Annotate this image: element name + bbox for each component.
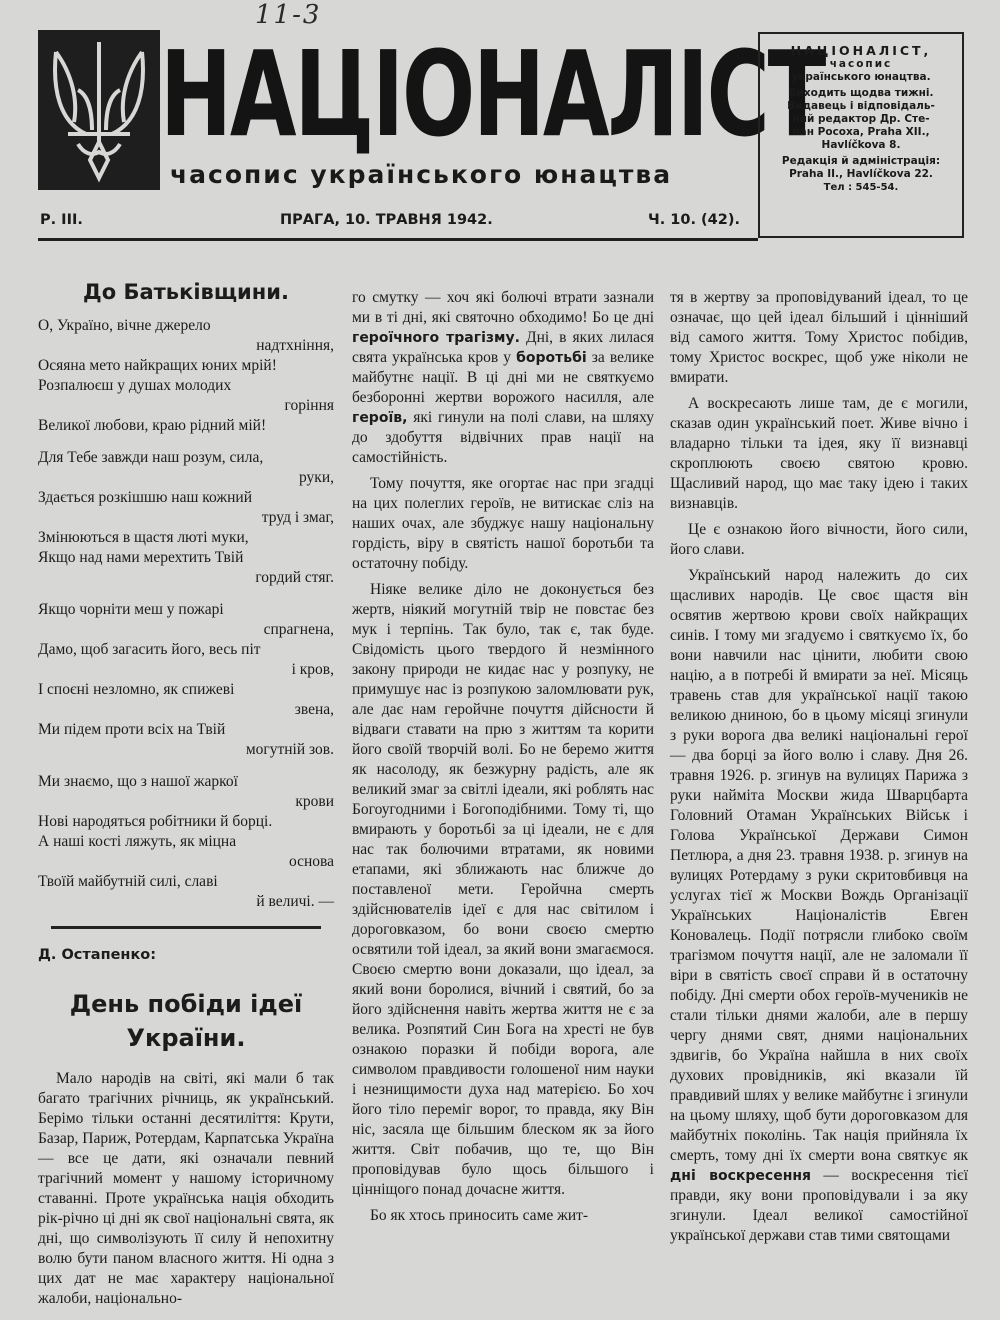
infobox-publisher-line: Видавець і відповідаль- <box>787 100 935 112</box>
section-divider <box>51 926 321 929</box>
poem-line: звена, <box>294 701 334 718</box>
article-paragraph: Мало народів на світі, які мали б так багато трагічних річниць, як український. Берімо тільки останні десятиліття: Крути, Базар, Париж, Ротердам, Карпатська Україна — все це дати, які означали певний трагічний момент у нашому історичному ставанні. Проте українська нація обходить рік-річно ці дні як свої національні свята, як дні, що символізують її силу й непохитну волю бути паном власного життя. Ні одна з цих дат не має характеру національної жалоби, національно- <box>38 1070 334 1307</box>
poem-line: й величі. — <box>256 893 334 910</box>
article-title-line: День побіди ідеї <box>69 990 303 1018</box>
article-paragraph: Тому почуття, яке огортає нас при згадці на цих полеглих героїв, не витискає сліз на наших очах, але збуджує нашу національну гордість, віру в святість нашої боротьби та остаточну побіду. <box>352 475 654 572</box>
poem-line: Ми знаємо, що з нашої жаркої <box>38 773 238 790</box>
poem-line: горіння <box>284 397 334 414</box>
emphasis-text: героїв, <box>352 410 408 426</box>
poem-stanza <box>38 772 334 912</box>
infobox-subtitle2: українського юнацтва. <box>791 71 931 83</box>
poem-line: Розпалюєш у душах молодих <box>38 377 232 394</box>
article-title-line: України. <box>126 1024 246 1052</box>
infobox-phone: Тел : 545-54. <box>823 182 899 193</box>
text-run: го смутку — хоч які болючі втрати зазнали ми в ті дні, які святочно обходимо! Бо це дні <box>352 289 654 326</box>
poem-title: До Батьківщини. <box>83 280 289 304</box>
masthead-rule <box>38 238 758 241</box>
poem-line: основа <box>288 853 334 870</box>
article-paragraph <box>670 566 968 1246</box>
infobox-subtitle: часопис <box>829 58 893 70</box>
masthead-subtitle: часопис українського юнацтва <box>170 160 673 189</box>
poem-line: і кров, <box>291 661 334 678</box>
dateline <box>40 212 740 234</box>
poem-line: гордий стяг. <box>255 569 334 586</box>
poem-line: Якщо над нами мерехтить Твій <box>38 549 244 566</box>
article-paragraph: Це є ознакою його вічности, його сили, його слави. <box>670 521 968 558</box>
poem-line: Нові народяться робітники й борці. <box>38 813 273 830</box>
trident-emblem-icon <box>38 30 160 190</box>
poem-line: надтхніння, <box>256 337 334 354</box>
emphasis-text: боротьбі <box>516 350 587 366</box>
infobox-title: НАЦІОНАЛІСТ, <box>790 43 932 58</box>
article-paragraph: тя в жертву за проповідуваний ідеал, то це означає, що цей ідеал більший і цінніший від самого життя. Тому Христос побідив, тому Христос воскрес, щоб уже ніколи не вмирати. <box>670 289 968 386</box>
poem-line: Ми підем проти всіх на Твій <box>38 721 226 738</box>
emphasis-text: дні воскресення <box>670 1168 812 1184</box>
infobox-editor-line: ний редактор Др. Сте- <box>792 113 930 125</box>
text-run: які гинули на полі слави, на шляху до здобуття відвічних прав нації на самостійність. <box>352 409 654 466</box>
poem-stanza <box>38 448 334 588</box>
issue-number: Ч. 10. (42). <box>648 212 740 228</box>
text-run: Дні, в яких лилася свята українська кров у <box>352 329 654 366</box>
poem-line: Великої любови, краю рідний мій! <box>38 417 267 434</box>
poem-line: спрагнена, <box>263 621 334 638</box>
poem-line: І споєні незломно, як спижеві <box>38 681 235 698</box>
article-paragraph: Ніяке велике діло не доконується без жертв, ніякий могутній твір не повстає без мук і терпінь. Так було, так є, так буде. Свідомість цього твердого й незмінного закону природи не кидає нас у розпуку, не примушує нас із розпукою заломлювати рук, але дає нам геройчне почуття дійсности й відваги ставати на прю з життям та корити його своїй творчій волі. Бо не беремо життя як насолоду, як безжурну радість, але як великий змаг за світлі ідеали, які роблять нас Богоугодними і Богоподібними. Тому ті, що вмирають у боротьбі за ці ідеали, не є для нас так болючими втратами, як новими етапами, які зближають нас ближче до поставленої мети. Геройчна смерть здійснювателів ідеї є для нас світилом і дороговказом, бо вони своєю смертю освятили той ідеал, за який вони змагаємося. Своєю смертю вони доказали, що ідеал, за який вони боролися, вічний і святий, бо за його здійснення навіть жертва життя не є за велика. Розпятий Син Бога на хресті не був ознакою поразки й побіди ворога, але символом правдивости голошеної ним науки і незнищимости духа над матерією. Бо хоч його тіло переміг ворог, то правда, яку Він ніс, засяла ще більшим блеском як за його життя. Світ побачив, що те, що Він проповідував було щось більшого і цінніщого понад дочасне життя. <box>352 581 654 1198</box>
poem-stanza <box>38 316 334 436</box>
poem-line: Здається розкішшю наш кожний <box>38 489 252 506</box>
text-run: за велике майбутнє нації. В ці дні ми не святкуємо безборонні жертви ворожого насилля, але <box>352 349 655 406</box>
infobox-office-label: Редакція й адміністрація: <box>781 155 941 167</box>
column-1 <box>38 282 334 1309</box>
poem-line: Твоїй майбутній силі, славі <box>38 873 218 890</box>
poem-stanza <box>38 600 334 760</box>
article-author: Д. Остапенко: <box>38 947 157 963</box>
emphasis-text: героїчного трагізму. <box>352 330 520 346</box>
year-volume: Р. III. <box>40 212 83 228</box>
poem-line: Осяяна мето найкращих юних мрій! <box>38 357 277 374</box>
article-paragraph: А воскресають лише там, де є могили, сказав один український поет. Живе вічно і владарно тільки та ідея, яку її визнавці скроплюють своєю святою кровю. Щасливий народ, що має таку ідею і таких визнавців. <box>670 395 968 512</box>
poem-line: Дамо, щоб загасить його, весь піт <box>38 641 261 658</box>
infobox-office-address: Praha II., Havlíčkova 22. <box>789 168 933 180</box>
poem-line: О, Україно, вічне джерело <box>38 317 211 334</box>
article-paragraph <box>352 288 654 468</box>
article-title <box>38 987 334 1055</box>
poem-line: крови <box>295 793 334 810</box>
poem-line: А наші кості ляжуть, як міцна <box>38 833 237 850</box>
handwritten-note: 11-3 <box>255 0 322 30</box>
infobox-editor-street: Havlíčkova 8. <box>821 139 901 151</box>
text-run: — воскресення тієї правди, яку вони проповідували і за яку згинули. Ідеал великої самостійної української держави став тими святощами <box>670 1167 968 1244</box>
poem-line: могутній зов. <box>245 741 334 758</box>
poem-line: Змінюються в щастя люті муки, <box>38 529 249 546</box>
poem-line: Якщо чорніти меш у пожарі <box>38 601 224 618</box>
column-2 <box>352 288 654 1226</box>
poem-line: руки, <box>299 469 334 486</box>
column-3 <box>670 288 968 1246</box>
poem-line: труд і змаг, <box>261 509 334 526</box>
masthead-title: НАЦІОНАЛІСТ <box>160 25 825 163</box>
text-run: Український народ належить до сих щасливих народів. Це своє щастя він освятив жертвою крови своїх найкращих синів. І тому ми згадуємо і святкуємо їх, бо вони навчили нас цінити, любити свою націю, а в потребі й вмирати за неї. Місяць травень став для української нації такою великою днинoю, бо в цьому місяці згинули з руки ворога два великі національні герої — два борці за його волю і славу. Дня 26. травня 1926. р. згинув на вулицях Парижа з руки найміта Москви жида Шварцбарта Головний Отаман Українських Військ і Голова Української Держави Симон Петлюра, а дня 23. травня 1938. р. згинув на вулицях Ротердаму з руки скритовбивця на услугах тієї ж Москви Вождь Організації Українських Націоналістів Евген Коновалець. Події потрясли глибоко своїм трагізмом почуття нації, але не заломали її віри в святість своєї справи й в остаточну побіду. Дні смерти обох героїв-мучеників не стали тільки днями жалоби, але в першу чергу днями свят, днями національних здвигів, бо Україна найшла в них своїх духових провідників, які вказали їй правдивий шлях у велике майбутнє і згинули на цьому шляху, щоб бути дороговказом для майбутніх поколінь. Так нація прийняла їх смерть, тому дні їх смерти вона святкує як <box>670 567 968 1164</box>
place-date: ПРАГА, 10. ТРАВНЯ 1942. <box>280 212 493 228</box>
article-paragraph: Бо як хтось приносить саме жит- <box>370 1207 589 1224</box>
infobox-editor-address: пан Росоха, Praha XII., <box>792 126 930 138</box>
infobox-frequency: Виходить щодва тижні. <box>788 87 934 99</box>
poem-line: Для Тебе завжди наш розум, сила, <box>38 449 264 466</box>
publisher-info-box <box>758 32 964 238</box>
